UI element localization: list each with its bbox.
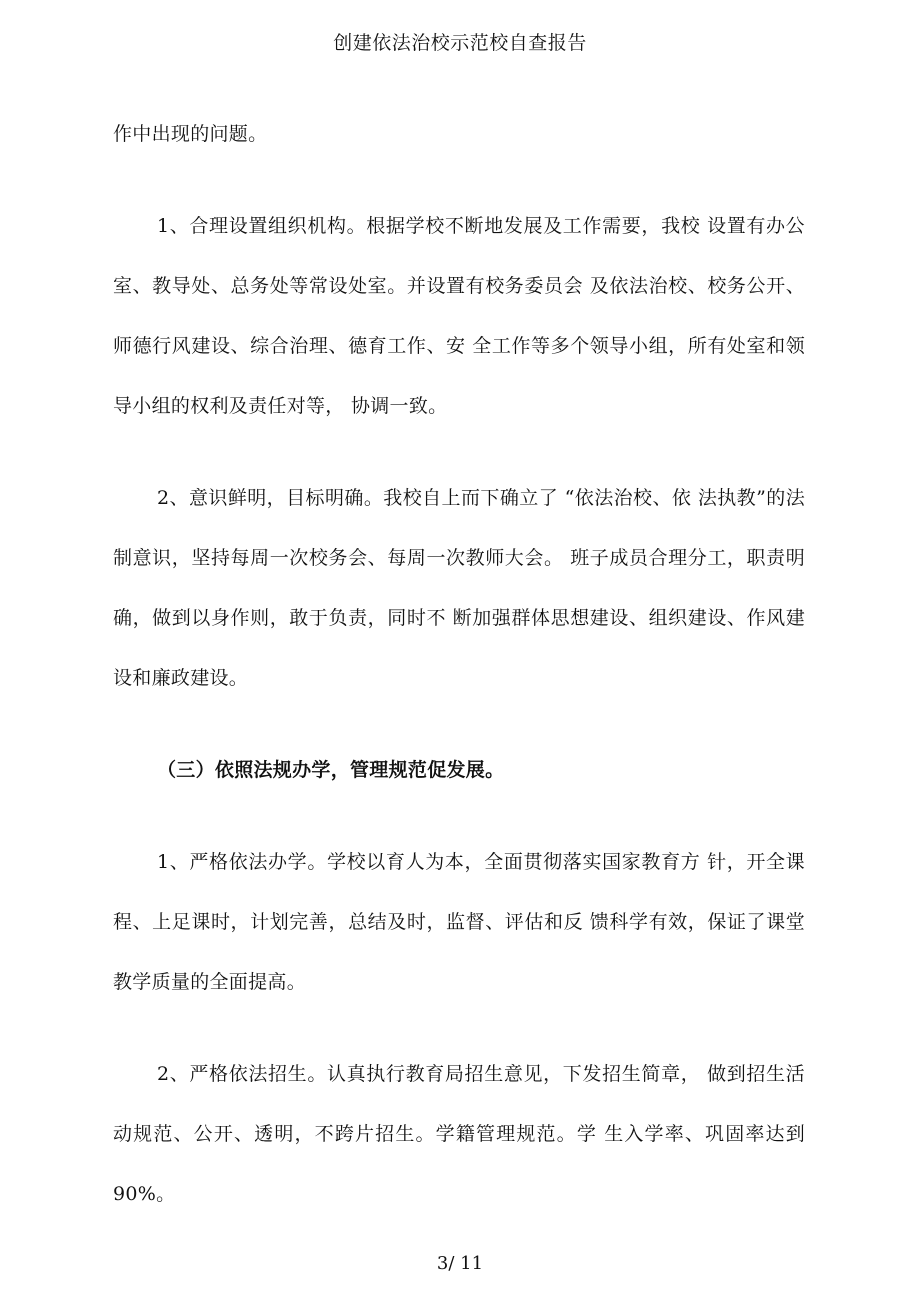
continuation-paragraph: 作中出现的问题。: [113, 123, 268, 145]
paragraph-spacer: [113, 708, 805, 740]
paragraph-spacer: [113, 436, 805, 468]
paragraph-enrollment: 2、严格依法招生。认真执行教育局招生意见，下发招生简章， 做到招生活动规范、公开、透明，不跨片招生。学籍管理规范。学 生入学率、巩固率达到 90%。: [113, 1063, 805, 1205]
paragraph-spacer: [113, 800, 805, 832]
page-number: 3/ 11: [436, 1253, 484, 1274]
document-body: [113, 104, 805, 1224]
section-heading: （三）依照法规办学，管理规范促发展。: [157, 759, 505, 781]
paragraph-spacer: [113, 164, 805, 196]
paragraph-school-running: 1、严格依法办学。学校以育人为本，全面贯彻落实国家教育方 针，开全课程、上足课时，计划完善，总结及时，监督、评估和反 馈科学有效，保证了课堂教学质量的全面提高。: [113, 851, 805, 993]
paragraph-awareness: 2、意识鲜明，目标明确。我校自上而下确立了 “依法治校、依 法执教”的法制意识，坚持每周一次校务会、每周一次教师大会。 班子成员合理分工，职责明确，做到以身作则，敢于负责，同时不 断加强群体思想建设、组织建设、作风建设和廉政建设。: [113, 487, 805, 689]
paragraph-organization: 1、合理设置组织机构。根据学校不断地发展及工作需要，我校 设置有办公室、教导处、总务处等常设处室。并设置有校务委员会 及依法治校、校务公开、师德行风建设、综合治理、德育工作、安 全工作等多个领导小组，所有处室和领导小组的权利及责任对等， 协调一致。: [113, 215, 805, 417]
paragraph-spacer: [113, 1012, 805, 1044]
document-header-title: 创建依法治校示范校自查报告: [333, 32, 587, 54]
